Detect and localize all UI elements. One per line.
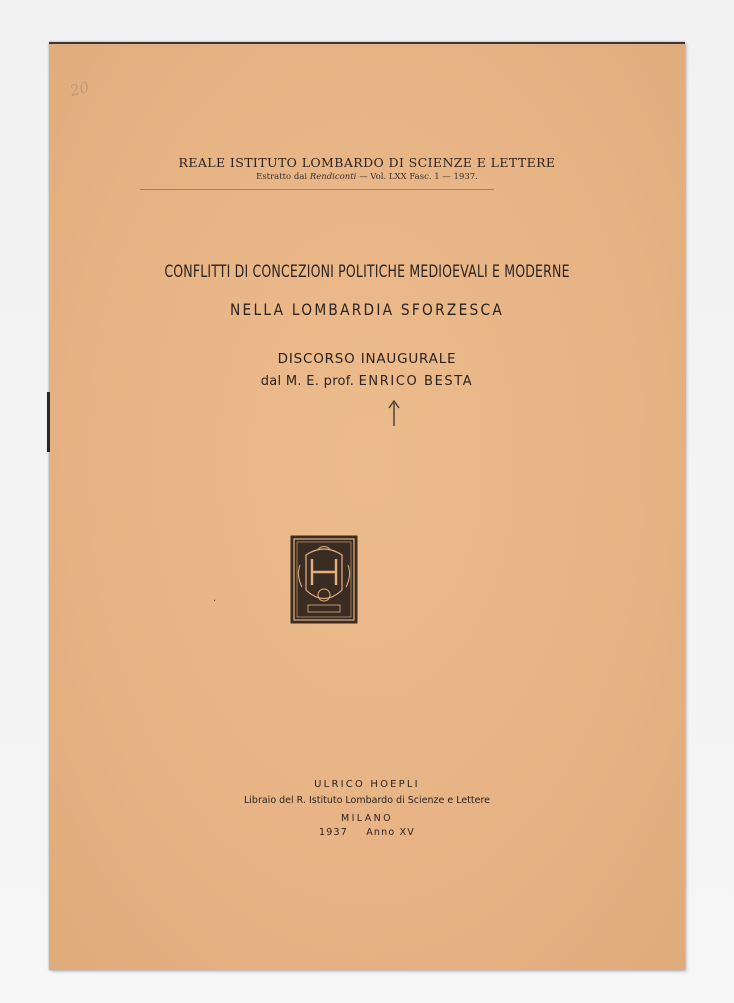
publisher-name: ULRICO HOEPLI (314, 779, 420, 790)
pencil-annotation: 20 (68, 77, 91, 101)
handwritten-arrow-icon (386, 398, 402, 428)
author-name: ENRICO BESTA (358, 374, 474, 389)
header-divider (140, 189, 494, 190)
publication-date (49, 827, 685, 838)
ink-speck: · (213, 596, 217, 607)
spine-edge (47, 392, 50, 452)
publication-year: 1937 (319, 827, 348, 838)
extract-suffix: — Vol. LXX Fasc. 1 — 1937. (359, 172, 478, 182)
publication-city: MILANO (341, 813, 393, 824)
title-line-2: NELLA LOMBARDIA SFORZESCA (230, 300, 504, 319)
author-prefix: dal M. E. prof. (260, 374, 355, 389)
publisher-role: Libraio del R. Istituto Lombardo di Scienze e Lettere (243, 795, 491, 806)
extract-line (49, 172, 685, 182)
institute-name: REALE ISTITUTO LOMBARDO DI SCIENZE E LETTERE (178, 155, 556, 170)
author-line (49, 374, 685, 389)
title-line-1: CONFLITTI DI CONCEZIONI POLITICHE MEDIOEVALI E MODERNE (164, 262, 570, 282)
extract-prefix: Estratto dai (256, 172, 308, 182)
publisher-seal-icon (290, 535, 358, 624)
speech-type: DISCORSO INAUGURALE (277, 351, 457, 367)
publication-era: Anno XV (366, 827, 415, 838)
extract-journal: Rendiconti (309, 172, 357, 182)
